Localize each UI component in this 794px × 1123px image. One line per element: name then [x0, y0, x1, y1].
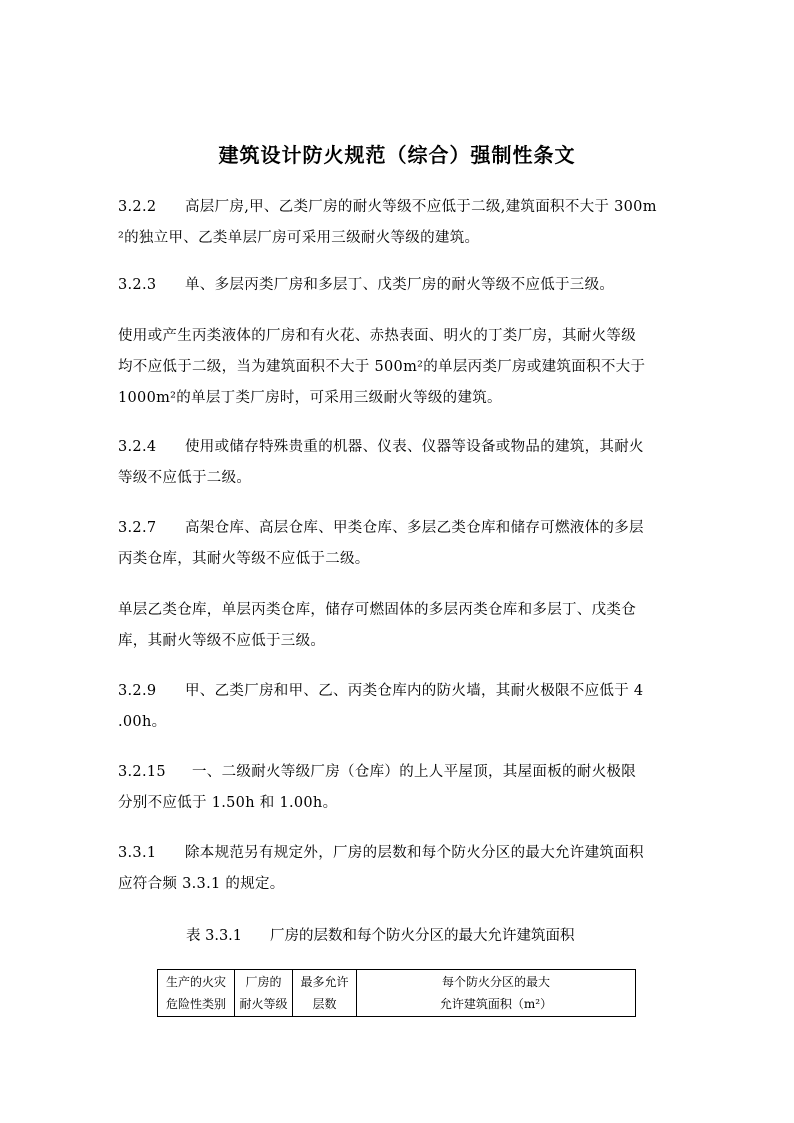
header-cell-max-floors: 最多允许 层数: [293, 970, 357, 1017]
clause-text-line: 丙类仓库，其耐火等级不应低于二级。: [118, 551, 370, 567]
table-caption-number: 表 3.3.1: [186, 928, 243, 944]
clause-text-line: 高层厂房,甲、乙类厂房的耐火等级不应低于二级,建筑面积不大于 300m: [185, 199, 657, 215]
clause-3-2-3-continued: [118, 321, 678, 414]
clause-text-line: 均不应低于二级，当为建筑面积不大于 500m²的单层丙类厂房或建筑面积不大于: [118, 359, 646, 375]
clause-text-line: 一、二级耐火等级厂房（仓库）的上人平屋顶，其屋面板的耐火极限: [192, 764, 636, 780]
clause-number: 3.2.4: [118, 439, 157, 455]
clause-3-2-9: [118, 676, 678, 738]
clause-3-2-7: [118, 513, 678, 575]
clause-number: 3.2.9: [118, 683, 157, 699]
fire-compartment-table: [157, 969, 636, 1017]
clause-number: 3.3.1: [118, 845, 157, 861]
clause-text-line: 甲、乙类厂房和甲、乙、丙类仓库内的防火墙，其耐火极限不应低于 4: [185, 683, 644, 699]
clause-text-line: 分别不应低于 1.50h 和 1.00h。: [118, 795, 338, 811]
clause-text-line: 应符合频 3.3.1 的规定。: [118, 876, 285, 892]
table-header-row: [158, 970, 636, 1017]
clause-number: 3.2.7: [118, 520, 157, 536]
clause-text-line: 等级不应低于二级。: [118, 470, 252, 486]
clause-3-2-2: [118, 192, 678, 254]
clause-text-line: 使用或产生丙类液体的厂房和有火花、赤热表面、明火的丁类厂房，其耐火等级: [118, 328, 636, 344]
clause-text-line: 除本规范另有规定外，厂房的层数和每个防火分区的最大允许建筑面积: [185, 845, 644, 861]
clause-text-line: 单层乙类仓库，单层丙类仓库，储存可燃固体的多层丙类仓库和多层丁、戊类仓: [118, 602, 636, 618]
clause-number: 3.2.15: [118, 764, 166, 780]
header-cell-hazard-category: 生产的火灾 危险性类别: [158, 970, 235, 1017]
header-cell-max-area: 每个防火分区的最大 允许建筑面积（m²）: [357, 970, 636, 1017]
table-caption: [186, 924, 575, 945]
clause-text-line: 库，其耐火等级不应低于三级。: [118, 633, 326, 649]
clause-text-line: 使用或储存特殊贵重的机器、仪表、仪器等设备或物品的建筑，其耐火: [185, 439, 644, 455]
clause-3-3-1: [118, 838, 678, 900]
clause-text-line: ²的独立甲、乙类单层厂房可采用三级耐火等级的建筑。: [118, 230, 480, 246]
clause-3-2-15: [118, 757, 678, 819]
clause-text-line: .00h。: [118, 714, 167, 730]
clause-3-2-4: [118, 432, 678, 494]
header-cell-fire-resistance: 厂房的 耐火等级: [235, 970, 293, 1017]
clause-text-line: 单、多层丙类厂房和多层丁、戊类厂房的耐火等级不应低于三级。: [185, 277, 615, 293]
clause-3-2-7-continued: [118, 595, 678, 657]
clause-number: 3.2.2: [118, 199, 157, 215]
table-caption-text: 厂房的层数和每个防火分区的最大允许建筑面积: [270, 928, 575, 944]
document-title: 建筑设计防火规范（综合）强制性条文: [218, 143, 576, 167]
clause-text-line: 高架仓库、高层仓库、甲类仓库、多层乙类仓库和储存可燃液体的多层: [185, 520, 644, 536]
clause-number: 3.2.3: [118, 277, 157, 293]
clause-text-line: 1000m²的单层丁类厂房时，可采用三级耐火等级的建筑。: [118, 390, 502, 406]
clause-3-2-3: [118, 270, 678, 301]
